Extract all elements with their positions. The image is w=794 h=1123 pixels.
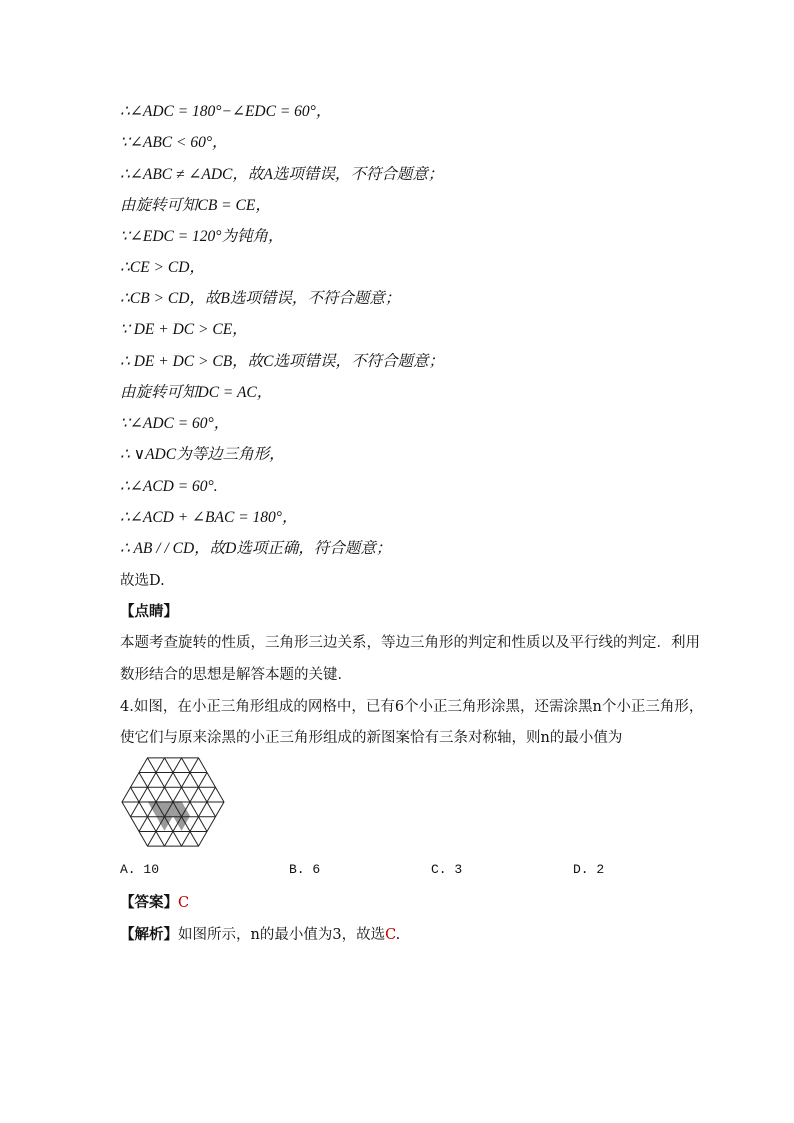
- solution-line-8: ∵ DE + DC > CE，: [120, 321, 248, 338]
- comment-line-2: 数形结合的思想是解答本题的关键．: [120, 667, 352, 683]
- analysis-end: .: [395, 927, 401, 943]
- choice-d: D. 2: [573, 862, 605, 877]
- choice-c: C. 3: [431, 862, 463, 877]
- analysis-value: C: [385, 927, 396, 943]
- answer-label: 【答案】: [120, 894, 178, 911]
- choice-a: A. 10: [120, 862, 160, 877]
- question-line-2: 使它们与原来涂黑的小正三角形组成的新图案恰有三条对称轴，则n的最小值为: [120, 730, 623, 746]
- solution-line-7: ∴CB > CD，故B选项错误，不符合题意；: [120, 290, 401, 307]
- answer-choices: [120, 862, 680, 882]
- question-line-1: 4.如图，在小正三角形组成的网格中，已有6个小正三角形涂黑，还需涂黑n个小正三角形，: [120, 699, 704, 715]
- solution-line-4: 由旋转可知CB = CE，: [120, 197, 271, 214]
- solution-line-1: ∴∠ADC = 180°−∠EDC = 60°，: [120, 103, 332, 120]
- shaded-triangle: [156, 816, 173, 831]
- solution-line-10: 由旋转可知DC = AC，: [120, 384, 273, 401]
- grid-lines: [122, 758, 224, 846]
- triangle-grid-figure: [120, 755, 230, 851]
- comment-heading: 【点睛】: [120, 603, 178, 620]
- solution-line-9: ∴ DE + DC > CB，故C选项错误，不符合题意；: [120, 353, 444, 370]
- solution-line-2: ∵∠ABC < 60°，: [120, 134, 228, 151]
- answer-value: C: [178, 895, 190, 911]
- comment-line-1: 本题考查旋转的性质，三角形三边关系，等边三角形的判定和性质以及平行线的判定．利用: [120, 635, 700, 651]
- solution-line-12: ∴ ∨ADC为等边三角形，: [120, 446, 285, 463]
- solution-line-13: ∴∠ACD = 60°.: [120, 478, 218, 495]
- solution-line-5: ∵∠EDC = 120°为钝角，: [120, 228, 284, 245]
- choice-b: B. 6: [289, 862, 321, 877]
- shaded-triangle: [173, 816, 190, 831]
- analysis-label: 【解析】: [120, 926, 178, 943]
- solution-line-15: ∴ AB / / CD，故D选项正确，符合题意；: [120, 540, 392, 557]
- solution-line-6: ∴CE > CD，: [120, 259, 205, 276]
- analysis-line: [120, 925, 680, 945]
- solution-line-14: ∴∠ACD + ∠BAC = 180°，: [120, 509, 298, 526]
- solution-line-11: ∵∠ADC = 60°，: [120, 415, 230, 432]
- solution-line-3: ∴∠ABC ≠ ∠ADC，故A选项错误，不符合题意；: [120, 166, 444, 183]
- analysis-text: 如图所示，n的最小值为3，故选: [178, 927, 386, 943]
- solution-conclusion: 故选D.: [120, 573, 165, 589]
- answer-line: [120, 893, 680, 913]
